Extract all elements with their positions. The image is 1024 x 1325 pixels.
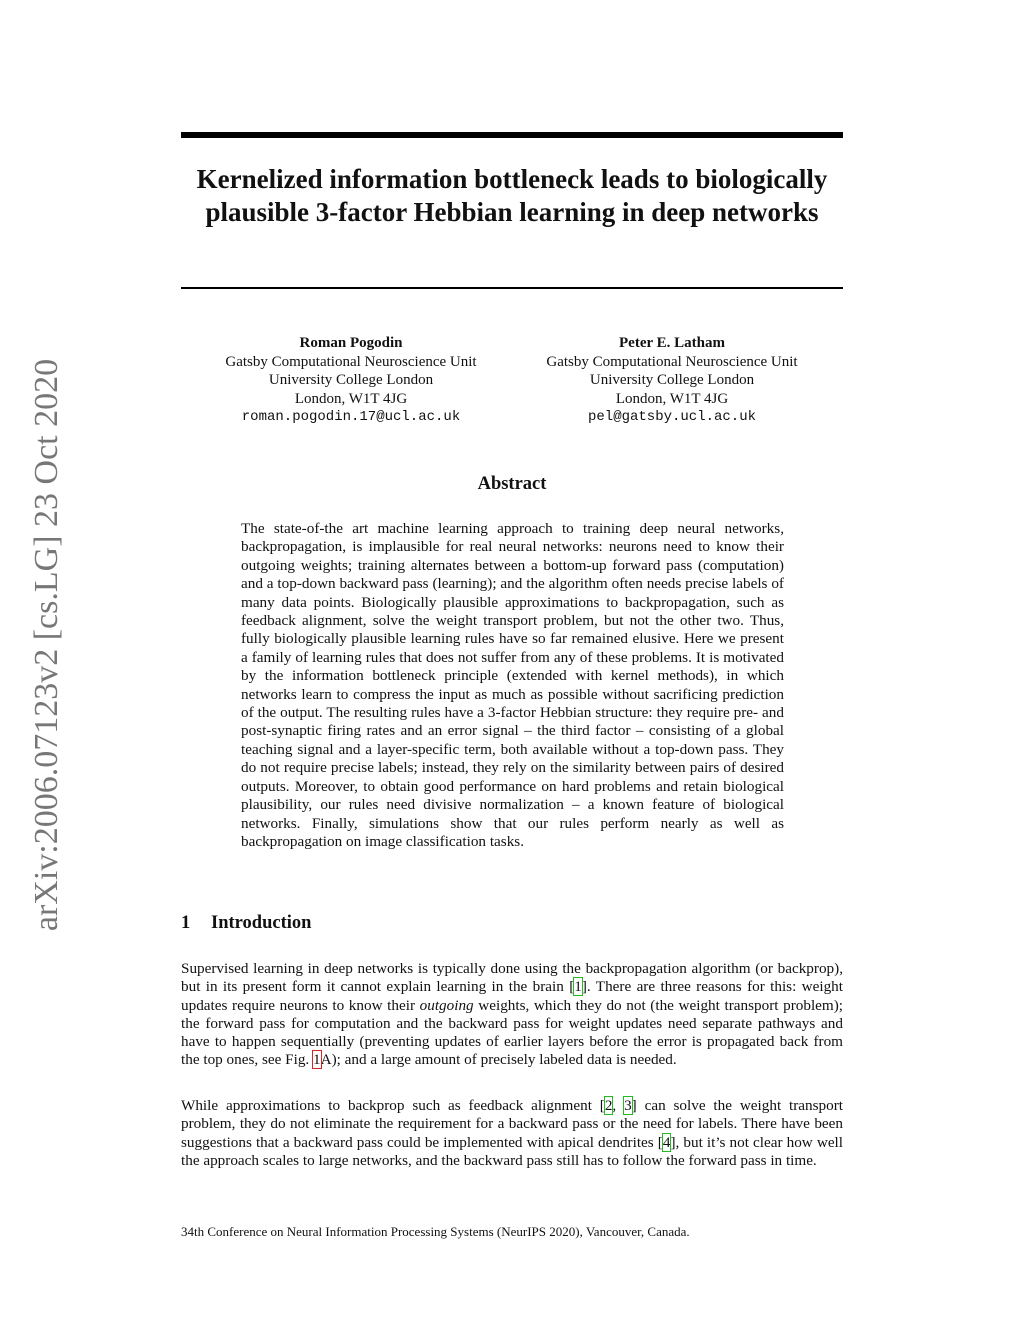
title-top-rule <box>181 132 843 138</box>
section-heading <box>181 913 311 934</box>
emphasis: outgoing <box>419 996 474 1014</box>
text-run: ]. There are three reasons for this: weight updates require neurons to know their <box>181 978 844 1014</box>
author-name: Peter E. Latham <box>619 335 725 351</box>
text-run: Supervised learning in deep networks is typically done using the backpropagation algorithm (or backprop), but in its present form it cannot explain learning in the brain [ <box>181 960 843 996</box>
author-address: London, W1T 4JG <box>294 390 408 407</box>
author-email: roman.pogodin.17@ucl.ac.uk <box>241 409 461 425</box>
citation-link[interactable]: 4 <box>662 1133 671 1151</box>
author-email: pel@gatsby.ucl.ac.uk <box>587 409 757 425</box>
abstract-heading: Abstract <box>477 474 547 494</box>
section-number: 1 <box>181 913 191 933</box>
author-address: London, W1T 4JG <box>615 390 729 407</box>
arxiv-stamp: arXiv:2006.07123v2 [cs.LG] 23 Oct 2020 <box>28 358 65 932</box>
text-run: , <box>612 1097 625 1114</box>
text-run: While approximations to backprop such as feedback alignment [ <box>181 1097 605 1114</box>
author-institution: University College London <box>589 372 755 388</box>
text-run: A); and a large amount of precisely labeled data is needed. <box>320 1051 677 1069</box>
citation-link[interactable]: 2 <box>604 1097 613 1114</box>
abstract-text: The state-of-the art machine learning approach to training deep neural networks, backpropagation, is implausible for real neural networks: neurons need to know their outgoing weights; training alternates between a bottom-up forward pass (computation) and a top-down backward pass (learning); and the algorithm often needs precise labels of many data points. Biologically plausible approximations to backpropagation, such as feedback alignment, solve the weight transport problem, but not the other two. Thus, fully biologically plausible learning rules have so far remained elusive. Here we present a family of learning rules that does not suffer from any of these problems. It is motivated by the information bottleneck principle (extended with kernel methods), in which networks learn to compress the input as much as possible without sacrificing prediction of the output. The resulting rules have a 3-factor Hebbian structure: they require pre- and post-synaptic firing rates and an error signal – the third factor – consisting of a global teaching signal and a layer-specific term, both available without a top-down pass. They do not require precise labels; instead, they rely on the similarity between pairs of desired outputs. Moreover, to obtain good performance on hard problems and retain biological plausibility, our rules need divisive normalization – a known feature of biological networks. Finally, simulations show that our rules perform nearly as well as backpropagation on image classification tasks. <box>241 520 784 850</box>
title-bottom-rule <box>181 287 843 289</box>
intro-paragraph-1 <box>181 960 843 1070</box>
section-title: Introduction <box>211 913 312 933</box>
figure-ref-link[interactable]: 1 <box>313 1051 321 1069</box>
paper-title: Kernelized information bottleneck leads to biologically plausible 3-factor Hebbian learning in deep networks <box>196 164 828 227</box>
author-affiliation: Gatsby Computational Neuroscience Unit <box>225 353 477 370</box>
author-block-1 <box>201 334 501 427</box>
author-affiliation: Gatsby Computational Neuroscience Unit <box>546 353 798 370</box>
author-block-2 <box>522 334 822 427</box>
author-name: Roman Pogodin <box>299 335 403 351</box>
conference-footnote: 34th Conference on Neural Information Processing Systems (NeurIPS 2020), Vancouver, Canada. <box>181 1224 690 1239</box>
text-run: weights, which they do not (the weight transport problem); the forward pass for computation and the backward pass for weight updates need separate pathways and have to happen sequentially (preventing updates of earlier layers before the error is propagated back from the top ones, see Fig. <box>181 996 843 1069</box>
text-run: ], but it’s not clear how well the approach scales to large networks, and the backward pass still has to follow the forward pass in time. <box>181 1133 843 1169</box>
intro-paragraph-2 <box>181 1097 843 1170</box>
citation-link[interactable]: 3 <box>624 1097 632 1114</box>
text-run: ] can solve the weight transport problem, they do not eliminate the requirement for a backward pass or the need for labels. There have been suggestions that a backward pass could be implemented with apical dendrites [ <box>181 1097 844 1151</box>
citation-link[interactable]: 1 <box>574 978 582 996</box>
author-institution: University College London <box>268 372 434 388</box>
